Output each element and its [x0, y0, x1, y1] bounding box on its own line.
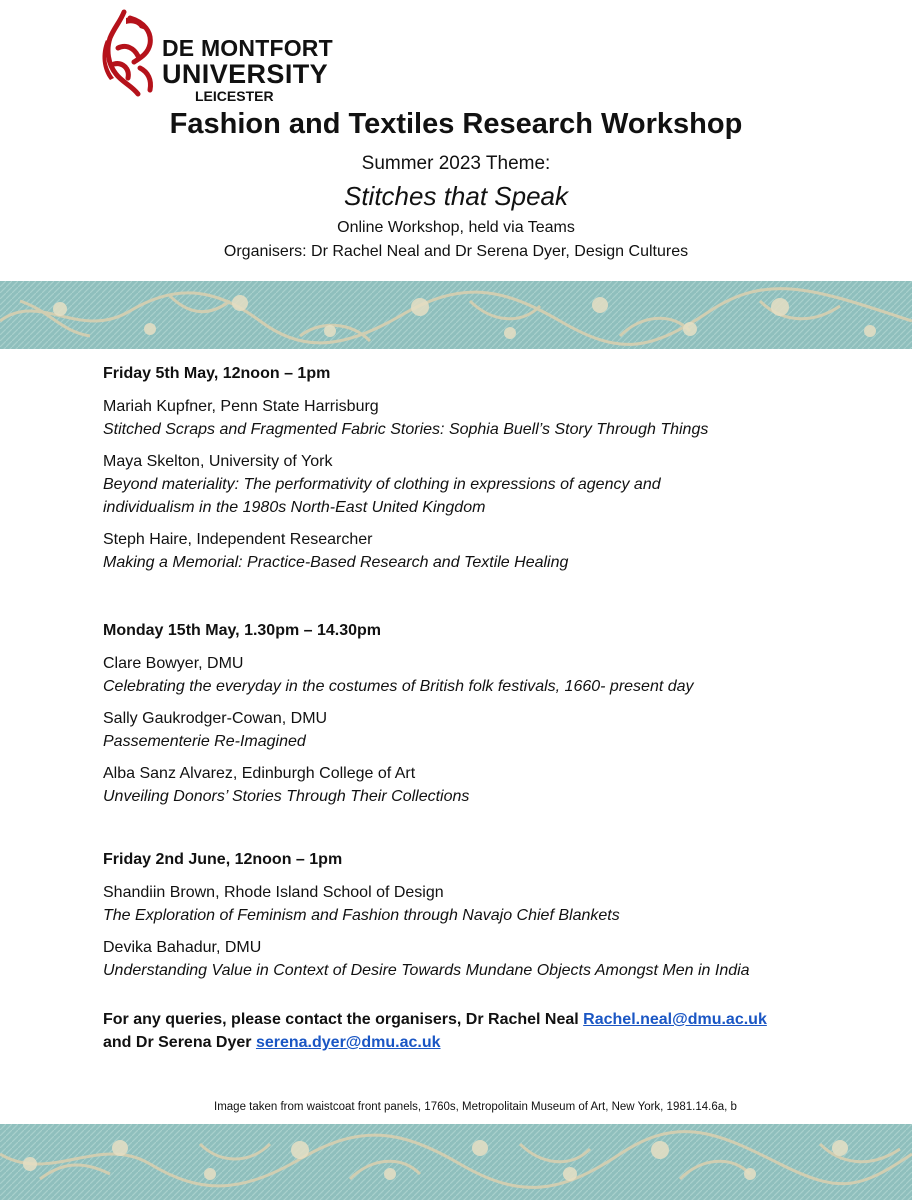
image-credit: Image taken from waistcoat front panels, 1760s, Metropolitain Museum of Art, New York, 1981.14.6a, b	[214, 1101, 737, 1113]
session-heading: Friday 5th May, 12noon – 1pm	[103, 365, 331, 382]
talk-title: Making a Memorial: Practice-Based Research and Textile Healing	[103, 554, 569, 571]
page-title: Fashion and Textiles Research Workshop	[169, 108, 743, 140]
embroidery-banner-top	[0, 281, 912, 349]
talk-speaker: Devika Bahadur, DMU	[103, 939, 262, 956]
logo-name-line1: DE MONTFORT	[162, 35, 333, 61]
email-link-serena[interactable]: serena.dyer@dmu.ac.uk	[255, 1034, 441, 1051]
talk-item	[103, 936, 750, 982]
session-heading: Friday 2nd June, 12noon – 1pm	[103, 851, 343, 868]
talk-item	[103, 450, 723, 519]
talk-item	[103, 528, 723, 574]
talk-speaker: Maya Skelton, University of York	[103, 453, 333, 470]
organisers-line: Organisers: Dr Rachel Neal and Dr Serena Dyer, Design Cultures	[223, 243, 689, 260]
talk-speaker: Shandiin Brown, Rhode Island School of Design	[103, 884, 444, 901]
talk-item	[103, 707, 694, 753]
talk-item	[103, 652, 694, 698]
talk-title: Stitched Scraps and Fragmented Fabric Stories: Sophia Buell’s Story Through Things	[103, 421, 709, 438]
talk-item	[103, 881, 750, 927]
talk-speaker: Mariah Kupfner, Penn State Harrisburg	[103, 398, 379, 415]
embroidery-banner-bottom	[0, 1124, 912, 1200]
talk-speaker: Clare Bowyer, DMU	[103, 655, 244, 672]
talk-title: Unveiling Donors’ Stories Through Their Collections	[103, 788, 470, 805]
talk-title: Celebrating the everyday in the costumes of British folk festivals, 1660- present day	[103, 678, 694, 695]
theme-title: Stitches that Speak	[343, 181, 569, 211]
email-link-rachel[interactable]: Rachel.neal@dmu.ac.uk	[583, 1011, 767, 1028]
session-3	[103, 848, 750, 991]
talk-speaker: Sally Gaukrodger-Cowan, DMU	[103, 710, 328, 727]
talk-title: Beyond materiality: The performativity of clothing in expressions of agency and individualism in the 1980s North-East United Kingdom	[103, 476, 661, 516]
talk-title: The Exploration of Feminism and Fashion through Navajo Chief Blankets	[103, 907, 620, 924]
lion-rampant-icon	[100, 8, 162, 104]
talk-speaker: Alba Sanz Alvarez, Edinburgh College of Art	[103, 765, 416, 782]
theme-label: Summer 2023 Theme:	[361, 153, 551, 174]
workshop-format: Online Workshop, held via Teams	[337, 219, 575, 236]
talk-item	[103, 762, 694, 808]
talk-title: Understanding Value in Context of Desire Towards Mundane Objects Amongst Men in India	[103, 962, 750, 979]
university-logo	[100, 8, 340, 104]
session-heading: Monday 15th May, 1.30pm – 14.30pm	[103, 622, 382, 639]
talk-item	[103, 395, 723, 441]
talk-title: Passementerie Re-Imagined	[103, 733, 306, 750]
logo-name-line2: UNIVERSITY	[162, 59, 329, 89]
talk-speaker: Steph Haire, Independent Researcher	[103, 531, 373, 548]
logo-name-line3: LEICESTER	[195, 88, 274, 104]
contact-text-2: and Dr Serena Dyer	[103, 1034, 256, 1051]
contact-text-1: For any queries, please contact the organisers, Dr Rachel Neal	[103, 1011, 584, 1028]
session-1	[103, 362, 723, 583]
session-2	[103, 619, 694, 817]
contact-info	[103, 1008, 863, 1054]
